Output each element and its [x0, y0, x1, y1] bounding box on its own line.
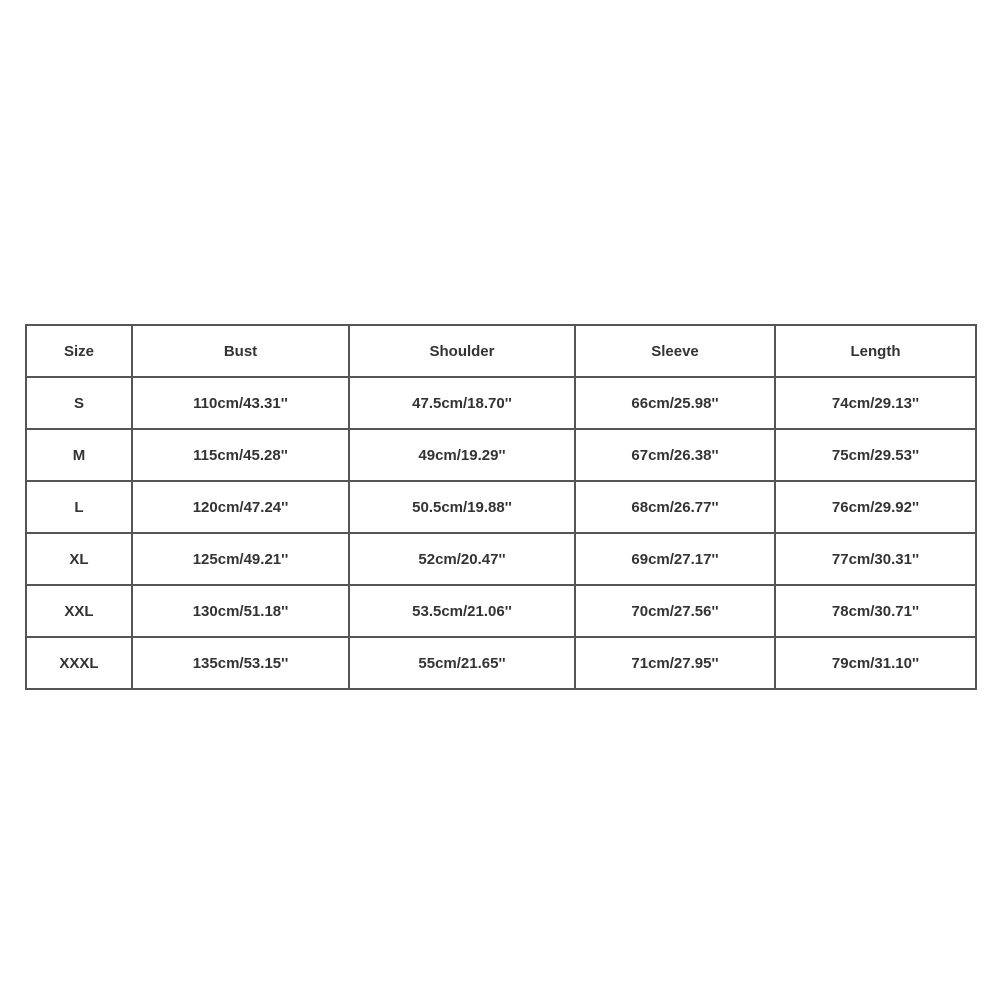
- cell-shoulder: 49cm/19.29'': [349, 429, 575, 481]
- cell-size: S: [26, 377, 132, 429]
- cell-length: 78cm/30.71'': [775, 585, 976, 637]
- table-row: [26, 481, 976, 533]
- header-length: Length: [775, 325, 976, 377]
- table-row: [26, 429, 976, 481]
- cell-bust: 110cm/43.31'': [132, 377, 349, 429]
- cell-sleeve: 71cm/27.95'': [575, 637, 775, 689]
- cell-sleeve: 70cm/27.56'': [575, 585, 775, 637]
- table-row: [26, 377, 976, 429]
- cell-sleeve: 66cm/25.98'': [575, 377, 775, 429]
- size-chart-table: [25, 324, 977, 690]
- header-shoulder: Shoulder: [349, 325, 575, 377]
- header-size: Size: [26, 325, 132, 377]
- cell-shoulder: 53.5cm/21.06'': [349, 585, 575, 637]
- cell-bust: 120cm/47.24'': [132, 481, 349, 533]
- cell-shoulder: 50.5cm/19.88'': [349, 481, 575, 533]
- cell-length: 76cm/29.92'': [775, 481, 976, 533]
- cell-size: M: [26, 429, 132, 481]
- cell-size: L: [26, 481, 132, 533]
- cell-bust: 115cm/45.28'': [132, 429, 349, 481]
- header-sleeve: Sleeve: [575, 325, 775, 377]
- cell-sleeve: 68cm/26.77'': [575, 481, 775, 533]
- cell-length: 74cm/29.13'': [775, 377, 976, 429]
- cell-size: XXL: [26, 585, 132, 637]
- cell-shoulder: 47.5cm/18.70'': [349, 377, 575, 429]
- cell-bust: 125cm/49.21'': [132, 533, 349, 585]
- cell-shoulder: 52cm/20.47'': [349, 533, 575, 585]
- cell-size: XXXL: [26, 637, 132, 689]
- cell-bust: 130cm/51.18'': [132, 585, 349, 637]
- cell-sleeve: 69cm/27.17'': [575, 533, 775, 585]
- cell-length: 79cm/31.10'': [775, 637, 976, 689]
- header-bust: Bust: [132, 325, 349, 377]
- cell-length: 75cm/29.53'': [775, 429, 976, 481]
- cell-sleeve: 67cm/26.38'': [575, 429, 775, 481]
- cell-length: 77cm/30.31'': [775, 533, 976, 585]
- cell-size: XL: [26, 533, 132, 585]
- cell-bust: 135cm/53.15'': [132, 637, 349, 689]
- table-row: [26, 585, 976, 637]
- table-row: [26, 533, 976, 585]
- table-header-row: [26, 325, 976, 377]
- cell-shoulder: 55cm/21.65'': [349, 637, 575, 689]
- table-row: [26, 637, 976, 689]
